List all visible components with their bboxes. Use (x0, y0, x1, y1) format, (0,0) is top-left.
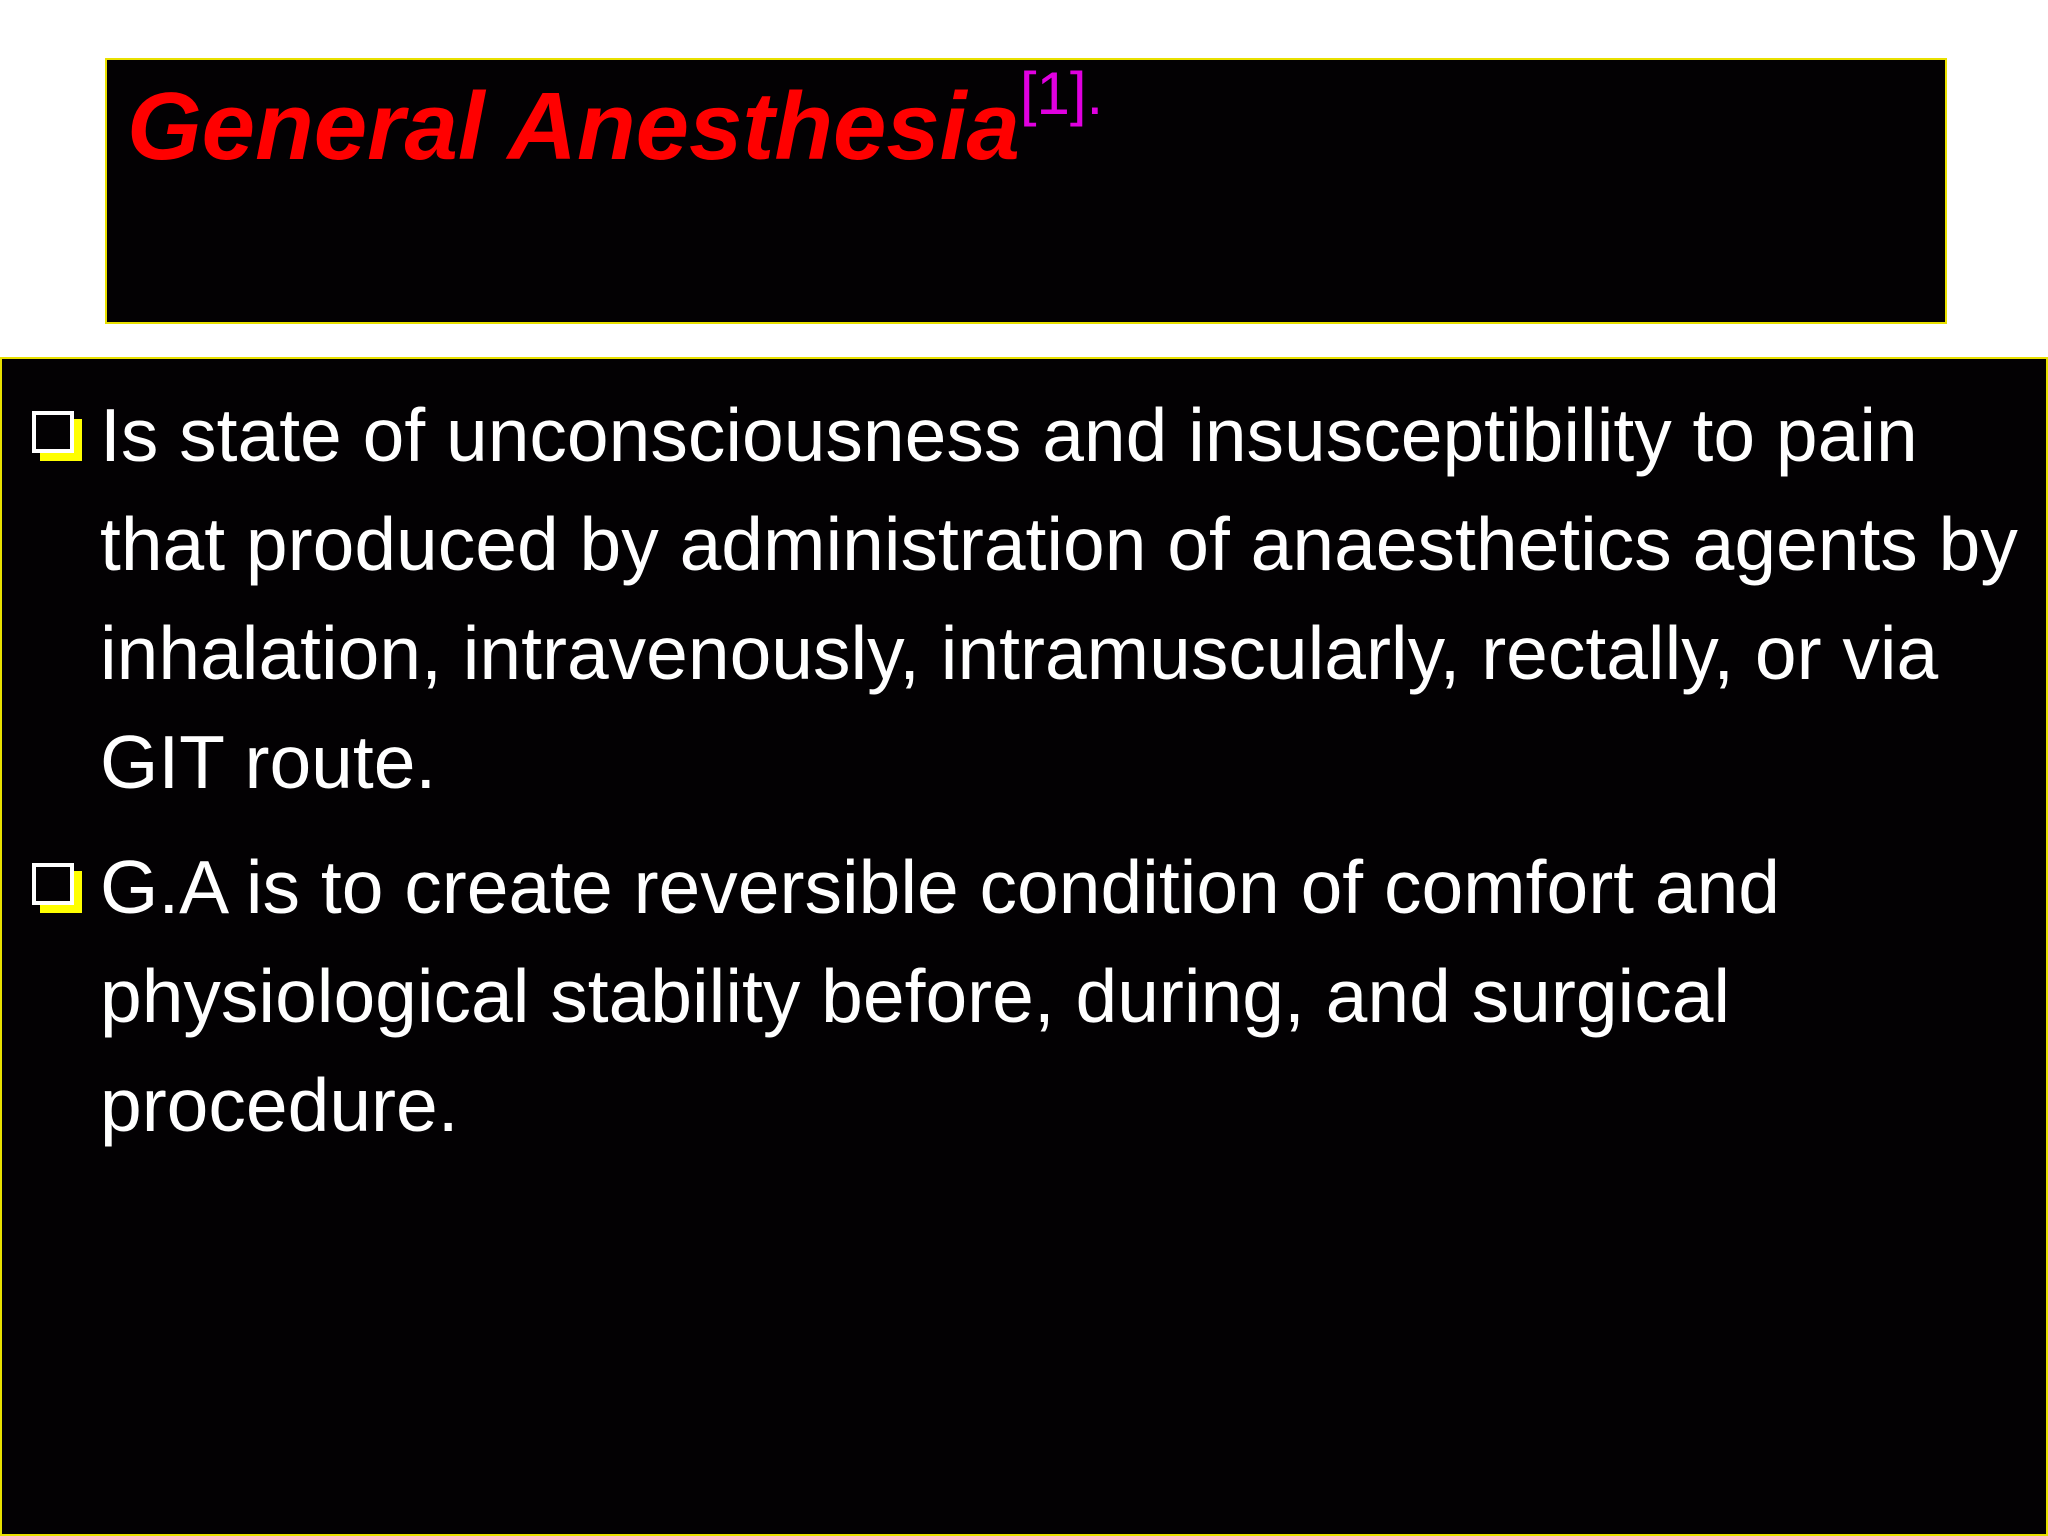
slide-content-box (0, 357, 2048, 1536)
bullet-text: Is state of unconsciousness and insusceptibility to pain that produced by administration of anaesthetics agents by inhalation, intravenously, intramuscularly, rectally, or via GIT route. (100, 393, 2018, 804)
checkbox-bullet-icon (32, 863, 82, 913)
bullet-text: G.A is to create reversible condition of comfort and physiological stability before, during, and surgical procedure. (100, 845, 1780, 1147)
title-reference: [1]. (1019, 60, 1104, 127)
bullet-item (28, 381, 2020, 817)
slide-title (127, 60, 1104, 180)
bullet-item (28, 833, 2020, 1160)
slide-title-text: General Anesthesia (127, 73, 1020, 180)
checkbox-bullet-icon (32, 411, 82, 461)
slide-title-box (105, 58, 1947, 324)
bullet-list (28, 381, 2020, 1176)
